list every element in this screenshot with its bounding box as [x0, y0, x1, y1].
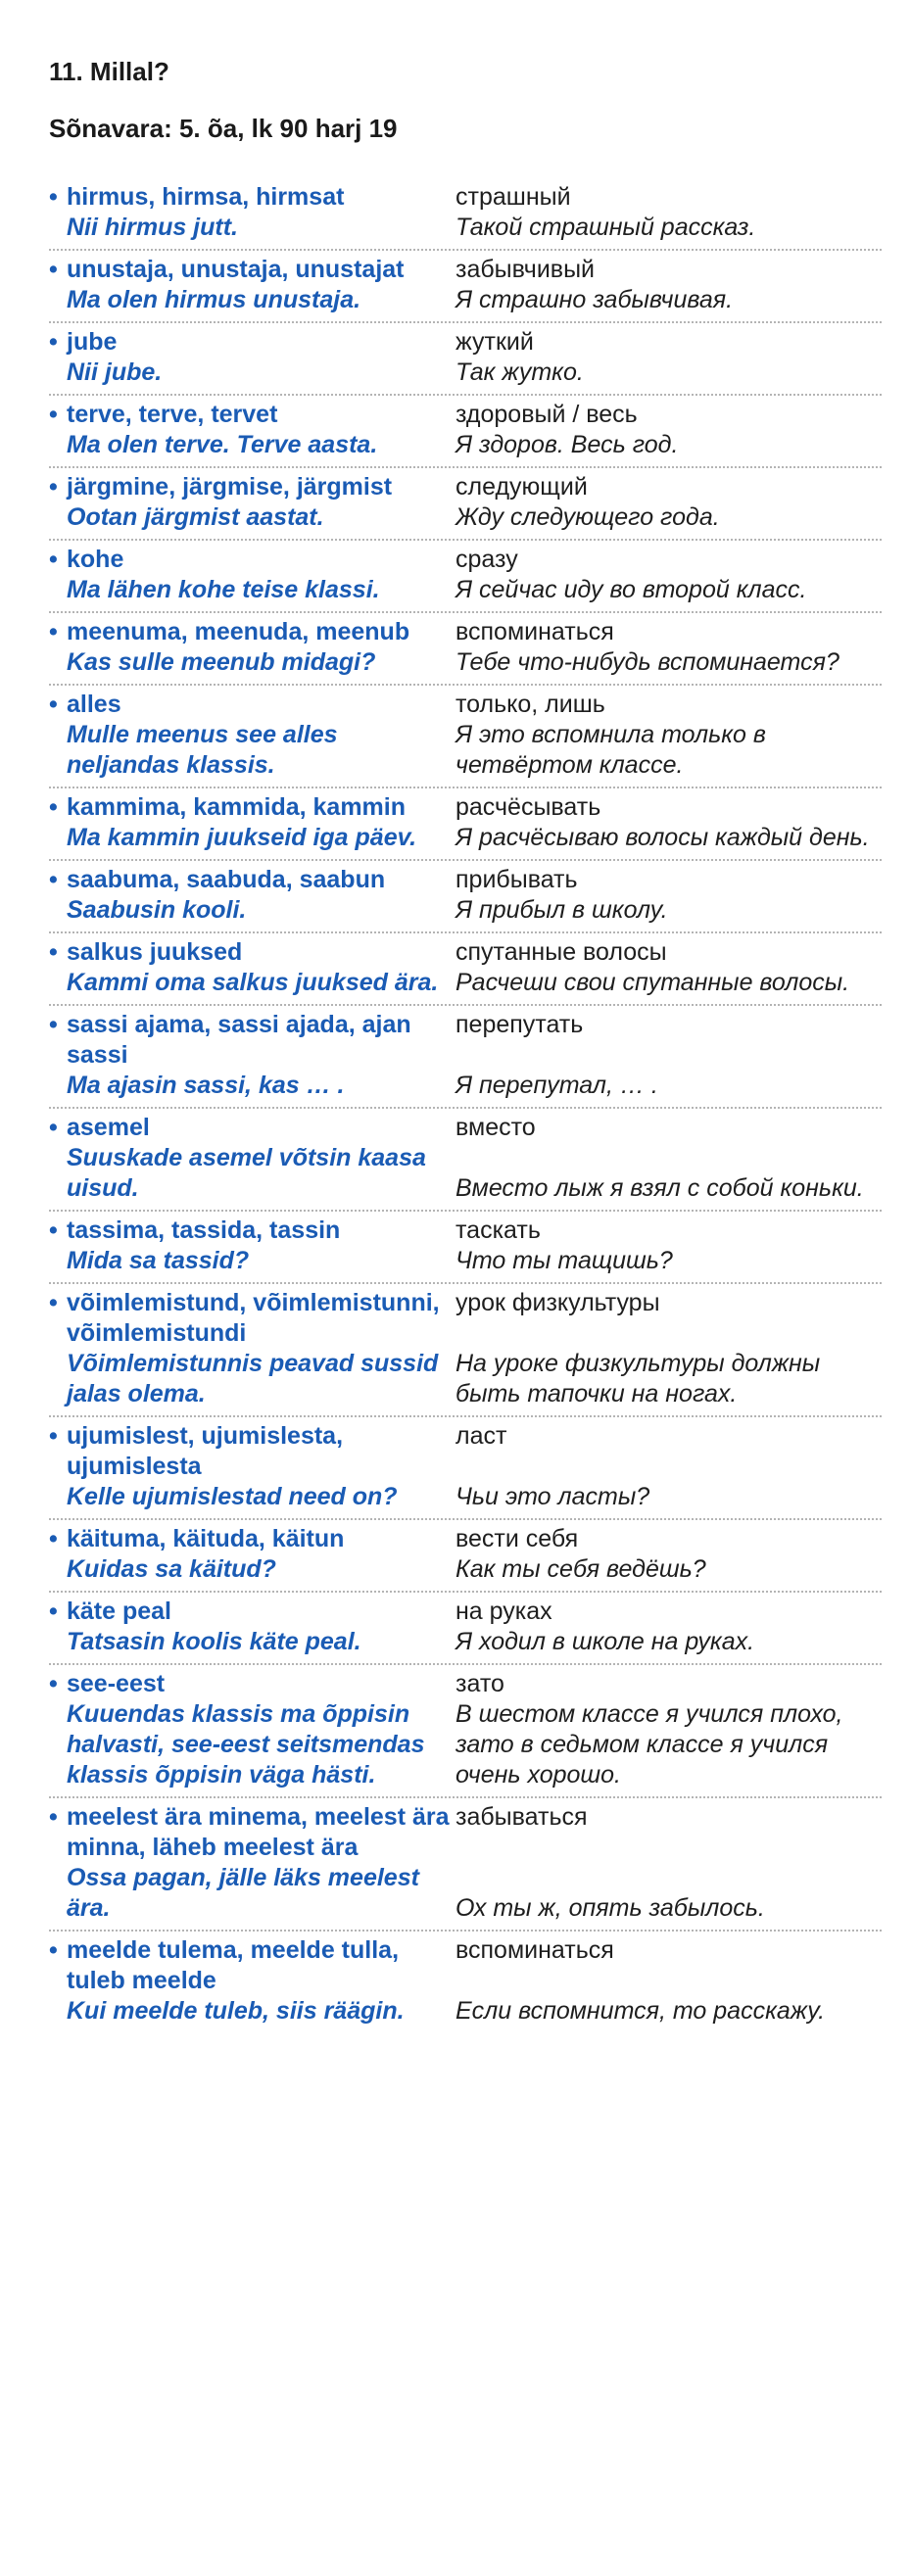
russian-example: Такой страшный рассказ.: [456, 214, 756, 241]
russian-translation: следующий: [456, 473, 588, 501]
vocab-entry: [49, 541, 882, 613]
word-row: [49, 472, 882, 502]
example-row: [49, 1143, 882, 1204]
vocab-entry: [49, 1932, 882, 2032]
bullet-icon: •: [49, 401, 58, 428]
russian-translation: вспоминаться: [456, 1936, 614, 1964]
russian-translation: на руках: [456, 1598, 552, 1625]
example-row: [49, 575, 882, 605]
word-row: [49, 1288, 882, 1349]
example-row: [49, 1554, 882, 1585]
word-row: [49, 1597, 882, 1627]
example-cell: [49, 1996, 456, 2027]
vocab-entry: [49, 1212, 882, 1284]
example-row: [49, 647, 882, 678]
russian-translation: вместо: [456, 1114, 536, 1141]
example-cell: [49, 502, 456, 533]
russian-example: Я перепутал, … .: [456, 1072, 658, 1099]
estonian-example: Mida sa tassid?: [67, 1247, 250, 1274]
example-row: [49, 1996, 882, 2027]
word-row: [49, 617, 882, 647]
word-cell: [49, 617, 456, 647]
example-row: [49, 1627, 882, 1657]
russian-example: Что ты тащишь?: [456, 1247, 673, 1274]
estonian-word: asemel: [67, 1114, 150, 1141]
estonian-example: Kammi oma salkus juuksed ära.: [67, 969, 439, 996]
estonian-example: Ma ajasin sassi, kas … .: [67, 1072, 345, 1099]
example-row: [49, 502, 882, 533]
vocab-entry: [49, 788, 882, 861]
estonian-word: meelest ära minema, meelest ära minna, läheb meelest ära: [67, 1803, 450, 1861]
example-cell: [49, 1143, 456, 1204]
estonian-word: kammima, kammida, kammin: [67, 793, 406, 821]
bullet-icon: •: [49, 618, 58, 645]
word-row: [49, 1113, 882, 1143]
vocab-entry: [49, 1109, 882, 1212]
estonian-example: Ma olen terve. Terve aasta.: [67, 431, 378, 458]
example-cell: [49, 1071, 456, 1101]
russian-translation: спутанные волосы: [456, 938, 667, 966]
bullet-icon: •: [49, 1598, 58, 1625]
example-cell: [49, 285, 456, 315]
russian-translation: жуткий: [456, 328, 534, 356]
example-row: [49, 285, 882, 315]
russian-example: Я это вспомнила только в четвёртом классе.: [456, 721, 766, 779]
word-cell: [49, 1010, 456, 1071]
bullet-icon: •: [49, 473, 58, 501]
vocab-entry: [49, 323, 882, 396]
word-row: [49, 937, 882, 968]
example-cell: [49, 575, 456, 605]
russian-translation: перепутать: [456, 1011, 584, 1038]
word-row: [49, 1669, 882, 1699]
russian-example: В шестом классе я учился плохо, зато в седьмом классе я учился очень хорошо.: [456, 1700, 843, 1789]
russian-translation: расчёсывать: [456, 793, 601, 821]
estonian-word: meenuma, meenuda, meenub: [67, 618, 410, 645]
russian-example: Я страшно забывчивая.: [456, 286, 734, 313]
example-row: [49, 430, 882, 460]
word-cell: [49, 1524, 456, 1554]
word-row: [49, 690, 882, 720]
estonian-word: käituma, käituda, käitun: [67, 1525, 345, 1552]
vocab-entry: [49, 178, 882, 251]
word-row: [49, 545, 882, 575]
word-cell: [49, 1288, 456, 1349]
estonian-word: see-eest: [67, 1670, 166, 1697]
example-cell: [49, 1482, 456, 1512]
word-cell: [49, 327, 456, 358]
estonian-example: Tatsasin koolis käte peal.: [67, 1628, 361, 1655]
word-cell: [49, 1216, 456, 1246]
estonian-example: Kui meelde tuleb, siis räägin.: [67, 1997, 405, 2025]
russian-example: Вместо лыж я взял с собой коньки.: [456, 1174, 864, 1202]
russian-example: Как ты себя ведёшь?: [456, 1555, 706, 1583]
russian-example: Я здоров. Весь год.: [456, 431, 679, 458]
page-title: 11. Millal?: [49, 57, 169, 86]
word-cell: [49, 792, 456, 823]
estonian-example: Kuuendas klassis ma õppisin halvasti, see-eest seitsmendas klassis õppisin väga hästi.: [67, 1700, 425, 1789]
word-cell: [49, 937, 456, 968]
estonian-word: järgmine, järgmise, järgmist: [67, 473, 393, 501]
word-cell: [49, 690, 456, 720]
page-subtitle: Sõnavara: 5. õa, lk 90 harj 19: [49, 114, 398, 143]
estonian-word: terve, terve, tervet: [67, 401, 278, 428]
example-cell: [49, 720, 456, 781]
russian-translation: здоровый / весь: [456, 401, 638, 428]
word-cell: [49, 865, 456, 895]
word-cell: [49, 1597, 456, 1627]
estonian-word: hirmus, hirmsa, hirmsat: [67, 183, 345, 211]
word-row: [49, 792, 882, 823]
estonian-word: sassi ajama, sassi ajada, ajan sassi: [67, 1011, 411, 1069]
word-cell: [49, 1669, 456, 1699]
bullet-icon: •: [49, 938, 58, 966]
estonian-word: meelde tulema, meelde tulla, tuleb meelde: [67, 1936, 400, 1994]
word-cell: [49, 182, 456, 213]
estonian-example: Saabusin kooli.: [67, 896, 247, 924]
estonian-example: Kelle ujumislestad need on?: [67, 1483, 398, 1510]
vocab-entry: [49, 1665, 882, 1798]
example-row: [49, 823, 882, 853]
estonian-word: ujumislest, ujumislesta, ujumislesta: [67, 1422, 344, 1480]
word-row: [49, 1524, 882, 1554]
estonian-example: Ma olen hirmus unustaja.: [67, 286, 361, 313]
estonian-word: alles: [67, 691, 121, 718]
vocab-entry: [49, 613, 882, 686]
bullet-icon: •: [49, 183, 58, 211]
word-cell: [49, 255, 456, 285]
word-cell: [49, 545, 456, 575]
bullet-icon: •: [49, 546, 58, 573]
word-cell: [49, 1802, 456, 1863]
estonian-example: Suuskade asemel võtsin kaasa uisud.: [67, 1144, 426, 1202]
example-row: [49, 895, 882, 926]
word-row: [49, 255, 882, 285]
estonian-word: salkus juuksed: [67, 938, 243, 966]
estonian-word: võimlemistund, võimlemistunni, võimlemistundi: [67, 1289, 440, 1347]
example-cell: [49, 213, 456, 243]
example-row: [49, 358, 882, 388]
example-row: [49, 1246, 882, 1276]
word-cell: [49, 472, 456, 502]
example-row: [49, 1071, 882, 1101]
example-cell: [49, 358, 456, 388]
vocab-entry: [49, 1520, 882, 1593]
estonian-word: käte peal: [67, 1598, 172, 1625]
russian-translation: урок физкультуры: [456, 1289, 660, 1316]
example-row: [49, 1699, 882, 1790]
russian-translation: сразу: [456, 546, 518, 573]
russian-translation: страшный: [456, 183, 571, 211]
russian-example: Расчеши свои спутанные волосы.: [456, 969, 850, 996]
bullet-icon: •: [49, 328, 58, 356]
estonian-example: Ma lähen kohe teise klassi.: [67, 576, 380, 603]
example-cell: [49, 647, 456, 678]
vocab-entry: [49, 1006, 882, 1109]
bullet-icon: •: [49, 1936, 58, 1964]
word-row: [49, 327, 882, 358]
estonian-example: Ootan järgmist aastat.: [67, 503, 324, 531]
russian-example: Жду следующего года.: [456, 503, 720, 531]
bullet-icon: •: [49, 1289, 58, 1316]
example-row: [49, 720, 882, 781]
estonian-word: kohe: [67, 546, 124, 573]
russian-example: Я прибыл в школу.: [456, 896, 668, 924]
russian-example: Тебе что-нибудь вспоминается?: [456, 648, 839, 676]
estonian-example: Võimlemistunnis peavad sussid jalas olema.: [67, 1350, 439, 1407]
example-cell: [49, 1863, 456, 1924]
vocab-entry: [49, 1593, 882, 1665]
russian-translation: вспоминаться: [456, 618, 614, 645]
bullet-icon: •: [49, 793, 58, 821]
example-cell: [49, 968, 456, 998]
example-row: [49, 1482, 882, 1512]
estonian-example: Kas sulle meenub midagi?: [67, 648, 376, 676]
russian-example: Я сейчас иду во второй класс.: [456, 576, 807, 603]
word-row: [49, 1802, 882, 1863]
russian-translation: прибывать: [456, 866, 578, 893]
word-cell: [49, 1421, 456, 1482]
bullet-icon: •: [49, 1670, 58, 1697]
estonian-example: Mulle meenus see alles neljandas klassis.: [67, 721, 338, 779]
russian-example: Так жутко.: [456, 358, 584, 386]
estonian-word: saabuma, saabuda, saabun: [67, 866, 386, 893]
word-row: [49, 400, 882, 430]
bullet-icon: •: [49, 691, 58, 718]
word-row: [49, 1216, 882, 1246]
estonian-example: Ma kammin juukseid iga päev.: [67, 824, 417, 851]
word-cell: [49, 1113, 456, 1143]
vocabulary-list: [49, 178, 882, 2032]
vocab-entry: [49, 861, 882, 933]
word-row: [49, 182, 882, 213]
example-cell: [49, 823, 456, 853]
estonian-example: Kuidas sa käitud?: [67, 1555, 276, 1583]
bullet-icon: •: [49, 1525, 58, 1552]
word-row: [49, 1935, 882, 1996]
vocab-entry: [49, 686, 882, 788]
vocab-entry: [49, 251, 882, 323]
bullet-icon: •: [49, 1216, 58, 1244]
russian-translation: ласт: [456, 1422, 507, 1450]
russian-example: Ох ты ж, опять забылось.: [456, 1894, 765, 1922]
estonian-example: Ossa pagan, jälle läks meelest ära.: [67, 1864, 419, 1922]
example-cell: [49, 1699, 456, 1790]
example-cell: [49, 1554, 456, 1585]
russian-translation: вести себя: [456, 1525, 579, 1552]
estonian-example: Nii hirmus jutt.: [67, 214, 238, 241]
example-cell: [49, 895, 456, 926]
vocab-entry: [49, 933, 882, 1006]
example-row: [49, 968, 882, 998]
example-cell: [49, 430, 456, 460]
estonian-word: tassima, tassida, tassin: [67, 1216, 341, 1244]
word-row: [49, 1010, 882, 1071]
example-cell: [49, 1627, 456, 1657]
vocab-entry: [49, 468, 882, 541]
russian-translation: забывчивый: [456, 256, 596, 283]
example-cell: [49, 1349, 456, 1409]
vocab-entry: [49, 396, 882, 468]
example-row: [49, 213, 882, 243]
example-row: [49, 1863, 882, 1924]
estonian-example: Nii jube.: [67, 358, 163, 386]
russian-translation: таскать: [456, 1216, 541, 1244]
russian-example: Я ходил в школе на руках.: [456, 1628, 755, 1655]
russian-example: Чьи это ласты?: [456, 1483, 650, 1510]
bullet-icon: •: [49, 1803, 58, 1831]
word-row: [49, 865, 882, 895]
bullet-icon: •: [49, 1011, 58, 1038]
bullet-icon: •: [49, 1114, 58, 1141]
russian-translation: только, лишь: [456, 691, 605, 718]
word-cell: [49, 1935, 456, 1996]
russian-example: Я расчёсываю волосы каждый день.: [456, 824, 870, 851]
vocab-entry: [49, 1284, 882, 1417]
russian-example: Если вспомнится, то расскажу.: [456, 1997, 826, 2025]
bullet-icon: •: [49, 1422, 58, 1450]
russian-translation: забываться: [456, 1803, 588, 1831]
russian-translation: зато: [456, 1670, 504, 1697]
bullet-icon: •: [49, 256, 58, 283]
estonian-word: jube: [67, 328, 118, 356]
estonian-word: unustaja, unustaja, unustajat: [67, 256, 405, 283]
word-row: [49, 1421, 882, 1482]
word-cell: [49, 400, 456, 430]
vocab-entry: [49, 1417, 882, 1520]
example-cell: [49, 1246, 456, 1276]
example-row: [49, 1349, 882, 1409]
bullet-icon: •: [49, 866, 58, 893]
vocab-entry: [49, 1798, 882, 1932]
russian-example: На уроке физкультуры должны быть тапочки на ногах.: [456, 1350, 821, 1407]
